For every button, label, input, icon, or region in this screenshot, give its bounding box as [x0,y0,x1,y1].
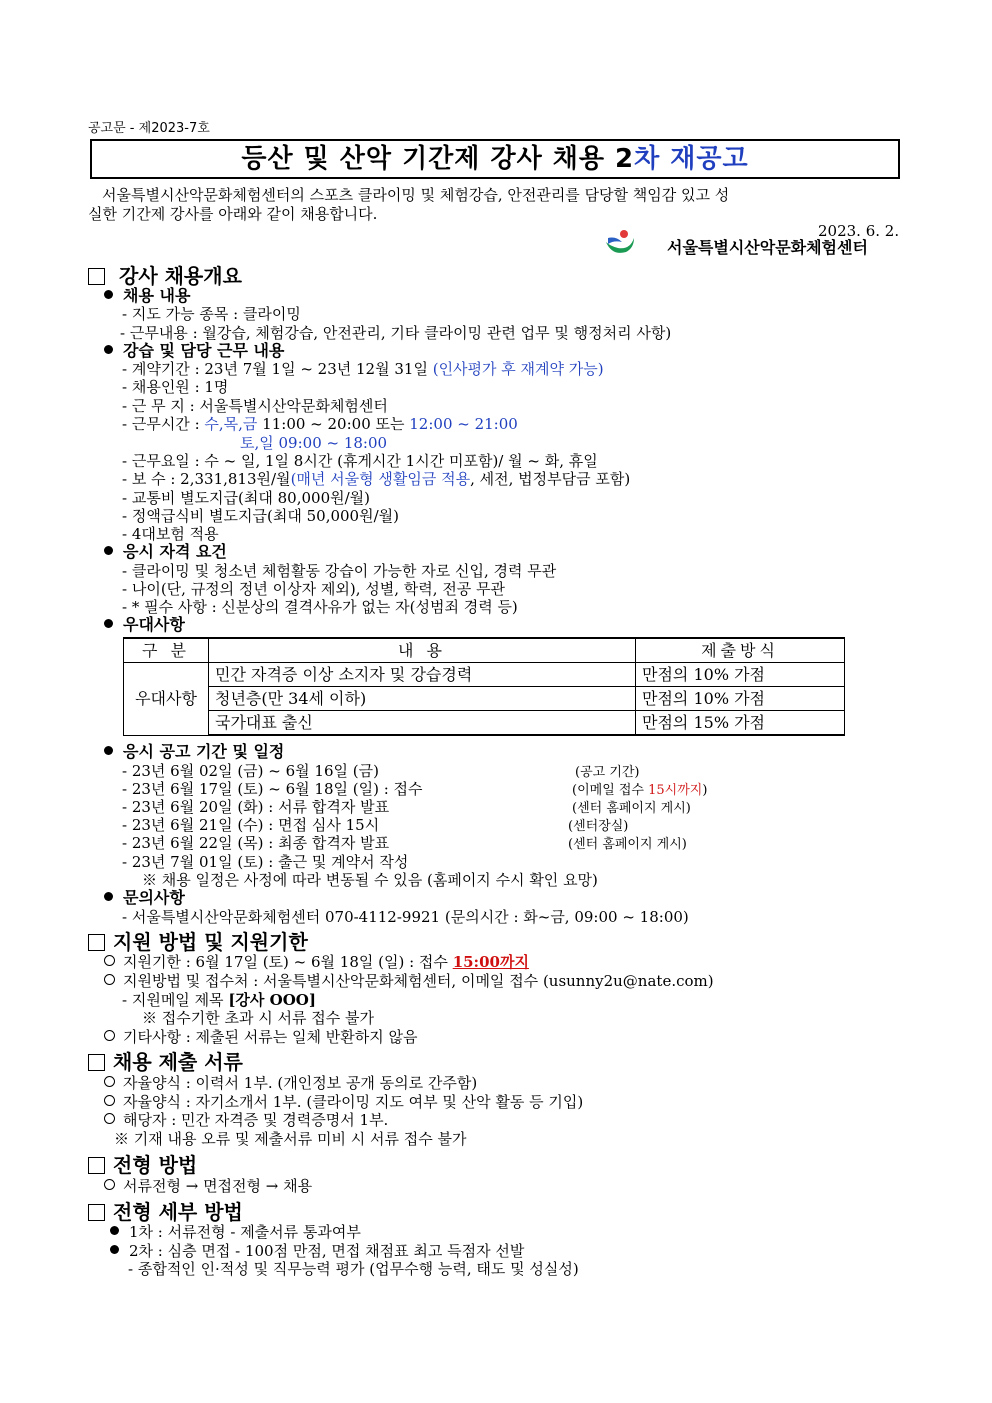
seoul-logo-icon [604,228,636,258]
section-selection-method [88,1153,197,1177]
schedule-note: (이메일 접수 15시까지) [572,783,708,798]
subheading-preference [104,616,185,634]
bullet-icon [110,1245,119,1254]
list-item: 자율양식 : 자기소개서 1부. (클라이밍 지도 여부 및 산악 활동 등 기입) [104,1093,583,1111]
table-cell-category: 우대사항 [124,663,209,736]
subheading-text: 응시 자격 요건 [123,542,227,561]
subheading-qualification [104,543,227,561]
intro-line-2: 실한 기간제 강사를 아래와 같이 채용합니다. [88,205,378,223]
preference-table [123,637,845,736]
intro-line-1: 서울특별시산악문화체험센터의 스포츠 클라이밍 및 체험강습, 안전관리를 담당할 책임감 있고 성 [102,186,730,204]
table-cell: 민간 자격증 이상 소지자 및 강습경력 [209,663,636,687]
table-cell: 국가대표 출신 [209,711,636,736]
subheading-text: 강습 및 담당 근무 내용 [123,341,285,360]
list-item: 지원기한 : 6월 17일 (토) ~ 6월 18일 (일) : 접수 15:00까지 [104,953,529,971]
table-cell: 만점의 10% 가점 [636,687,845,711]
schedule-note-line: ※ 채용 일정은 사정에 따라 변동될 수 있음 (홈페이지 수시 확인 요망) [142,871,598,889]
list-item: ※ 접수기한 초과 시 서류 접수 불가 [142,1009,374,1027]
circle-bullet-icon [104,974,115,985]
list-item: 기타사항 : 제출된 서류는 일체 반환하지 않음 [104,1028,417,1046]
bullet-icon [104,546,113,555]
table-cell: 만점의 15% 가점 [636,711,845,736]
subheading-text: 응시 공고 기간 및 일정 [123,742,285,761]
list-item: 토,일 09:00 ~ 18:00 [240,434,388,452]
table-row [124,687,845,711]
table-row [124,663,845,687]
subheading-work-content [104,342,284,360]
schedule-note: (센터 홈페이지 게시) [568,837,687,852]
checkbox-square-icon [88,268,105,285]
list-item: - 채용인원 : 1명 [122,378,229,396]
section-title: 채용 제출 서류 [113,1050,243,1074]
circle-bullet-icon [104,1179,115,1190]
list-item: 자율양식 : 이력서 1부. (개인정보 공개 동의로 간주함) [104,1074,477,1092]
subheading-text: 문의사항 [123,888,185,907]
list-item: 해당자 : 민간 자격증 및 경력증명서 1부. [104,1111,388,1129]
bullet-icon [104,345,113,354]
table-row [124,711,845,736]
checkbox-square-icon [88,1054,105,1071]
table-cell: 만점의 10% 가점 [636,663,845,687]
table-header: 구 분 [124,638,209,663]
list-item: 1차 : 서류전형 - 제출서류 통과여부 [110,1223,361,1241]
list-item: - 계약기간 : 23년 7월 1일 ~ 23년 12월 31일 (인사평가 후 재계약 가능) [122,360,604,378]
list-item: 2차 : 심층 면접 - 100점 만점, 면접 채점표 최고 득점자 선발 [110,1242,524,1260]
bullet-icon [110,1226,119,1235]
schedule-item: - 23년 6월 02일 (금) ~ 6월 16일 (금) [122,762,379,780]
list-item: - 4대보험 적용 [122,525,219,543]
list-item: - 교통비 별도지급(최대 80,000원/월) [122,489,371,507]
table-header: 제출방식 [636,638,845,663]
subheading-text: 우대사항 [123,615,185,634]
list-item: - 근무시간 : 수,목,금 11:00 ~ 20:00 또는 12:00 ~ 21:00 [122,415,518,433]
section-title: 지원 방법 및 지원기한 [113,930,308,954]
schedule-note: (센터장실) [568,819,629,834]
list-item: - 나이(단, 규정의 정년 이상자 제외), 성별, 학력, 전공 무관 [122,580,506,598]
list-item: - 근무내용 : 월강습, 체험강습, 안전관리, 기타 클라이밍 관련 업무 및 행정처리 사항) [120,324,672,342]
section-recruitment-overview [88,264,242,288]
schedule-note: (센터 홈페이지 게시) [572,801,691,816]
list-item: 서류전형 → 면접전형 → 채용 [104,1177,312,1195]
subheading-recruit-content [104,287,190,305]
title-part-1: 등산 및 산악 기간제 강사 채용 2 [241,144,635,174]
bullet-icon [104,290,113,299]
organization-signature: 서울특별시산악문화체험센터 [667,238,868,257]
list-item: - 지원메일 제목 [강사 OOO] [122,991,316,1009]
subheading-text: 채용 내용 [123,286,191,305]
checkbox-square-icon [88,1157,105,1174]
section-title: 전형 방법 [113,1153,198,1177]
section-title: 강사 채용개요 [119,264,242,288]
notice-date: 2023. 6. 2. [818,222,900,240]
table-header: 내 용 [209,638,636,663]
schedule-item: - 23년 6월 20일 (화) : 서류 합격자 발표 [122,798,390,816]
schedule-note: (공고 기간) [575,765,640,780]
table-header-row [124,638,845,663]
schedule-item: - 23년 6월 22일 (목) : 최종 합격자 발표 [122,834,390,852]
list-item: ※ 기재 내용 오류 및 제출서류 미비 시 서류 접수 불가 [114,1130,467,1148]
checkbox-square-icon [88,1204,105,1221]
list-item: - 근 무 지 : 서울특별시산악문화체험센터 [122,397,388,415]
list-item: - 지도 가능 종목 : 클라이밍 [122,305,301,323]
section-title: 전형 세부 방법 [113,1200,243,1224]
notice-number: 공고문 - 제2023-7호 [88,121,210,136]
list-item: - 근무요일 : 수 ~ 일, 1일 8시간 (휴게시간 1시간 미포함)/ 월 ~ 화, 휴일 [122,452,598,470]
bullet-icon [104,746,113,755]
page-title [90,139,900,179]
circle-bullet-icon [104,1076,115,1087]
section-selection-details [88,1200,243,1224]
bullet-icon [104,619,113,628]
circle-bullet-icon [104,1113,115,1124]
list-item: - 서울특별시산악문화체험센터 070-4112-9921 (문의시간 : 화~금, 09:00 ~ 18:00) [122,908,689,926]
subheading-schedule [104,743,284,761]
title-part-2: 차 재공고 [634,144,749,174]
schedule-item: - 23년 6월 17일 (토) ~ 6월 18일 (일) : 접수 [122,780,423,798]
schedule-item: - 23년 6월 21일 (수) : 면접 심사 15시 [122,816,380,834]
list-item: - 클라이밍 및 청소년 체험활동 강습이 가능한 자로 신입, 경력 무관 [122,562,557,580]
circle-bullet-icon [104,1095,115,1106]
list-item: - * 필수 사항 : 신분상의 결격사유가 없는 자(성범죄 경력 등) [122,598,518,616]
checkbox-square-icon [88,934,105,951]
list-item: - 정액급식비 별도지급(최대 50,000원/월) [122,507,399,525]
list-item: - 보 수 : 2,331,813원/월(매년 서울형 생활임금 적용, 세전, 법정부담금 포함) [122,470,631,488]
section-application-method [88,930,308,954]
subheading-inquiry [104,889,185,907]
list-item: - 종합적인 인·적성 및 직무능력 평가 (업무수행 능력, 태도 및 성실성) [128,1260,579,1278]
bullet-icon [104,892,113,901]
circle-bullet-icon [104,955,115,966]
schedule-item: - 23년 7월 01일 (토) : 출근 및 계약서 작성 [122,853,409,871]
table-cell: 청년층(만 34세 이하) [209,687,636,711]
list-item: 지원방법 및 접수처 : 서울특별시산악문화체험센터, 이메일 접수 (usunny2u@nate.com) [104,972,714,990]
section-required-documents [88,1050,243,1074]
circle-bullet-icon [104,1030,115,1041]
